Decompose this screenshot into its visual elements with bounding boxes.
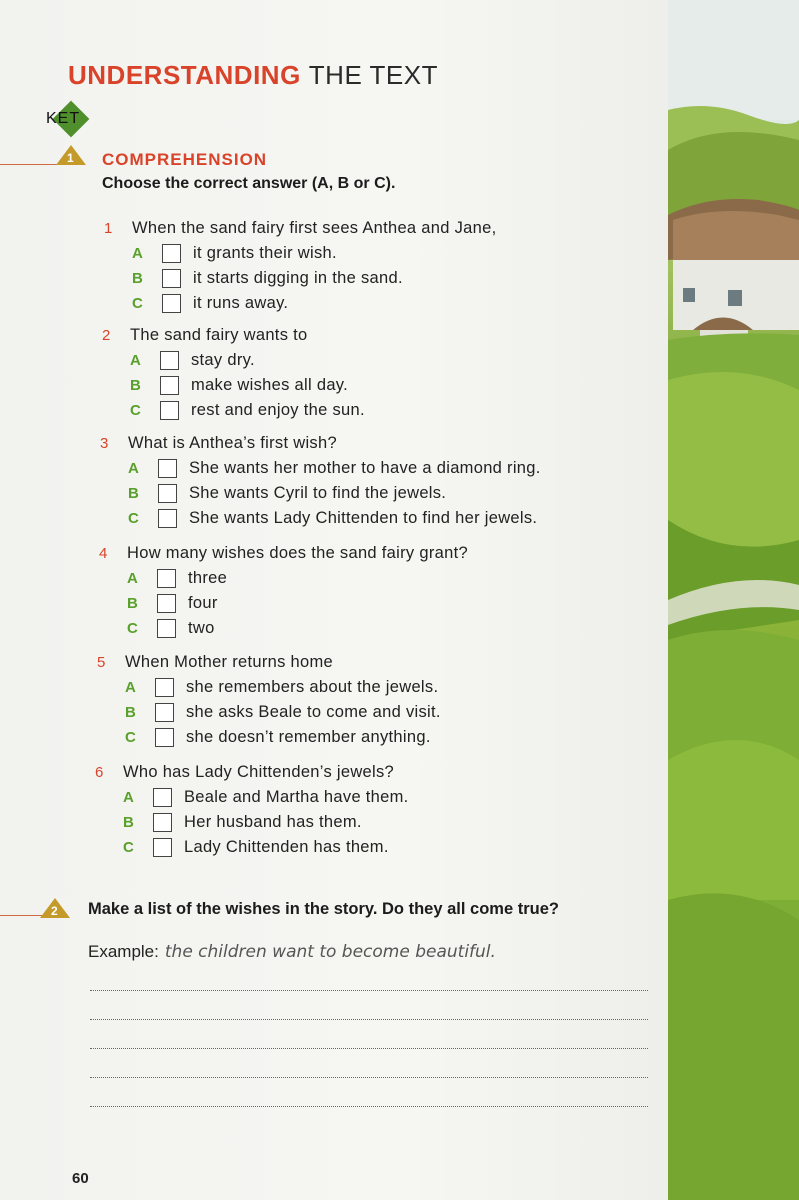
option-text: two — [188, 619, 215, 637]
answer-checkbox[interactable] — [158, 484, 177, 503]
option-a — [95, 785, 409, 810]
answer-checkbox[interactable] — [155, 678, 174, 697]
option-letter: C — [130, 402, 142, 419]
option-b — [100, 481, 541, 506]
option-letter: C — [123, 839, 135, 856]
option-letter: A — [130, 352, 142, 369]
option-letter: C — [132, 295, 144, 312]
answer-checkbox[interactable] — [153, 838, 172, 857]
question-number: 2 — [102, 327, 111, 344]
option-text: three — [188, 569, 228, 587]
option-text: Lady Chittenden has them. — [184, 838, 389, 856]
ket-badge — [46, 104, 102, 138]
option-text: She wants Lady Chittenden to find her jewels. — [189, 509, 538, 527]
option-c — [95, 835, 409, 860]
ket-badge-label: KET — [46, 110, 81, 127]
example-text: the children want to become beautiful. — [164, 942, 496, 962]
option-text: it runs away. — [193, 294, 289, 312]
page-number: 60 — [72, 1170, 89, 1187]
option-b — [102, 373, 365, 398]
answer-checkbox[interactable] — [157, 569, 176, 588]
option-letter: C — [125, 729, 137, 746]
landscape-illustration — [668, 0, 799, 1200]
option-a — [99, 566, 468, 591]
question-text: When the sand fairy first sees Anthea and Jane, — [132, 219, 497, 237]
option-text: she remembers about the jewels. — [186, 678, 439, 696]
option-text: it starts digging in the sand. — [193, 269, 403, 287]
option-b — [95, 810, 409, 835]
section-1-number: 1 — [67, 151, 74, 165]
question-text: The sand fairy wants to — [130, 326, 308, 344]
option-text: four — [188, 594, 218, 612]
answer-line-2[interactable] — [90, 1019, 648, 1020]
answer-checkbox[interactable] — [160, 376, 179, 395]
section-1-title: COMPREHENSION — [102, 150, 268, 169]
example-label: Example: — [88, 942, 159, 961]
answer-checkbox[interactable] — [160, 351, 179, 370]
option-text: she doesn’t remember anything. — [186, 728, 431, 746]
option-letter: B — [127, 595, 139, 612]
question-number: 6 — [95, 764, 104, 781]
page-title-part2: THE TEXT — [308, 60, 438, 90]
answer-checkbox[interactable] — [153, 813, 172, 832]
section-2-title: Make a list of the wishes in the story. Do they all come true? — [88, 900, 559, 918]
option-letter: B — [128, 485, 140, 502]
answer-checkbox[interactable] — [162, 269, 181, 288]
option-letter: A — [128, 460, 140, 477]
answer-checkbox[interactable] — [160, 401, 179, 420]
option-c — [100, 506, 541, 531]
option-text: Beale and Martha have them. — [184, 788, 409, 806]
option-letter: A — [125, 679, 137, 696]
option-text: make wishes all day. — [191, 376, 349, 394]
option-text: it grants their wish. — [193, 244, 337, 262]
answer-checkbox[interactable] — [162, 294, 181, 313]
question-5 — [97, 650, 441, 750]
option-b — [104, 266, 496, 291]
section-1-instruction: Choose the correct answer (A, B or C). — [102, 175, 396, 192]
answer-checkbox[interactable] — [155, 703, 174, 722]
question-text: How many wishes does the sand fairy grant? — [127, 544, 468, 562]
question-6 — [95, 760, 409, 860]
option-c — [99, 616, 468, 641]
option-letter: C — [128, 510, 140, 527]
option-letter: B — [130, 377, 142, 394]
question-number: 5 — [97, 654, 106, 671]
answer-line-5[interactable] — [90, 1106, 648, 1107]
option-letter: C — [127, 620, 139, 637]
answer-checkbox[interactable] — [155, 728, 174, 747]
answer-line-3[interactable] — [90, 1048, 648, 1049]
option-text: She wants Cyril to find the jewels. — [189, 484, 447, 502]
question-text: When Mother returns home — [125, 653, 334, 671]
answer-checkbox[interactable] — [162, 244, 181, 263]
option-text: Her husband has them. — [184, 813, 362, 831]
question-number: 3 — [100, 435, 109, 452]
option-c — [97, 725, 441, 750]
option-letter: B — [125, 704, 137, 721]
option-b — [99, 591, 468, 616]
option-letter: B — [123, 814, 135, 831]
option-text: she asks Beale to come and visit. — [186, 703, 441, 721]
answer-line-1[interactable] — [90, 990, 648, 991]
section-2-number: 2 — [51, 904, 58, 918]
page-title — [68, 60, 438, 91]
option-text: rest and enjoy the sun. — [191, 401, 365, 419]
question-2 — [102, 323, 365, 423]
answer-line-4[interactable] — [90, 1077, 648, 1078]
question-text: What is Anthea’s first wish? — [128, 434, 337, 452]
question-3 — [100, 431, 541, 531]
question-number: 1 — [104, 220, 113, 237]
option-c — [102, 398, 365, 423]
answer-checkbox[interactable] — [157, 619, 176, 638]
option-letter: A — [123, 789, 135, 806]
option-letter: A — [132, 245, 144, 262]
option-text: stay dry. — [191, 351, 255, 369]
question-number: 4 — [99, 545, 108, 562]
option-a — [100, 456, 541, 481]
option-a — [97, 675, 441, 700]
answer-checkbox[interactable] — [157, 594, 176, 613]
answer-checkbox[interactable] — [158, 459, 177, 478]
example-line — [88, 942, 496, 962]
answer-checkbox[interactable] — [153, 788, 172, 807]
option-c — [104, 291, 496, 316]
option-letter: B — [132, 270, 144, 287]
question-text: Who has Lady Chittenden’s jewels? — [123, 763, 394, 781]
question-4 — [99, 541, 468, 641]
question-1 — [104, 216, 496, 316]
option-a — [104, 241, 496, 266]
answer-checkbox[interactable] — [158, 509, 177, 528]
option-text: She wants her mother to have a diamond ring. — [189, 459, 541, 477]
page-title-part1: UNDERSTANDING — [68, 60, 301, 90]
story-illustration — [668, 0, 799, 1200]
option-b — [97, 700, 441, 725]
option-letter: A — [127, 570, 139, 587]
option-a — [102, 348, 365, 373]
